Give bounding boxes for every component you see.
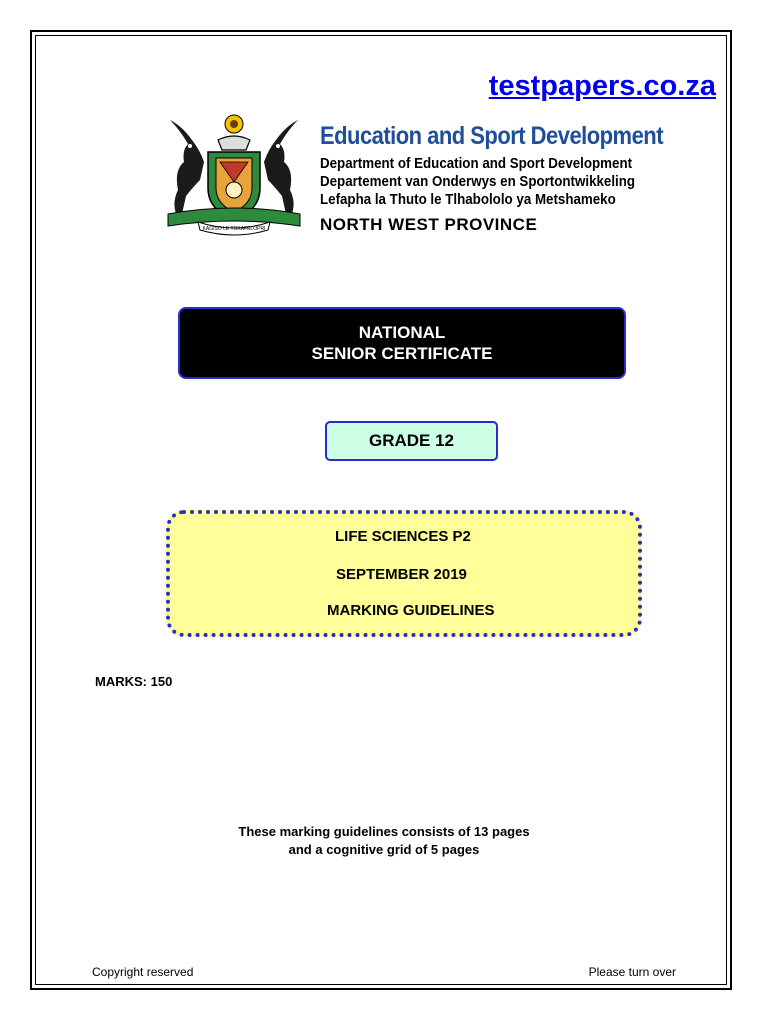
page-count-line-2: and a cognitive grid of 5 pages <box>288 842 480 857</box>
certificate-line-1: NATIONAL <box>358 323 446 342</box>
document-type: MARKING GUIDELINES <box>327 602 495 619</box>
page-count-line-1: These marking guidelines consists of 13 pages <box>238 824 530 839</box>
subject-name: LIFE SCIENCES P2 <box>335 528 471 545</box>
department-name-afrikaans: Departement van Onderwys en Sportontwikkeling <box>320 174 636 190</box>
copyright-footer: Copyright reserved <box>92 965 194 979</box>
crest-motto: KAGISO LE TOKAFELOPRI <box>202 226 266 232</box>
department-name-english: Department of Education and Sport Development <box>320 156 633 172</box>
turn-over-footer: Please turn over <box>588 965 676 979</box>
exam-date: SEPTEMBER 2019 <box>336 566 467 583</box>
certificate-line-2: SENIOR CERTIFICATE <box>311 344 493 363</box>
total-marks: MARKS: 150 <box>95 674 173 689</box>
subject-panel <box>166 510 642 637</box>
certificate-banner <box>178 307 626 379</box>
page-count-note <box>0 823 768 859</box>
testpapers-link[interactable]: testpapers.co.za <box>488 70 716 102</box>
province-name: NORTH WEST PROVINCE <box>320 215 538 234</box>
department-title: Education and Sport Development <box>320 122 664 150</box>
department-name-setswana: Lefapha la Thuto le Tlhabololo ya Metshameko <box>320 192 616 208</box>
grade-badge: GRADE 12 <box>325 421 498 461</box>
department-header <box>320 122 710 235</box>
coat-of-arms-logo <box>160 110 308 238</box>
